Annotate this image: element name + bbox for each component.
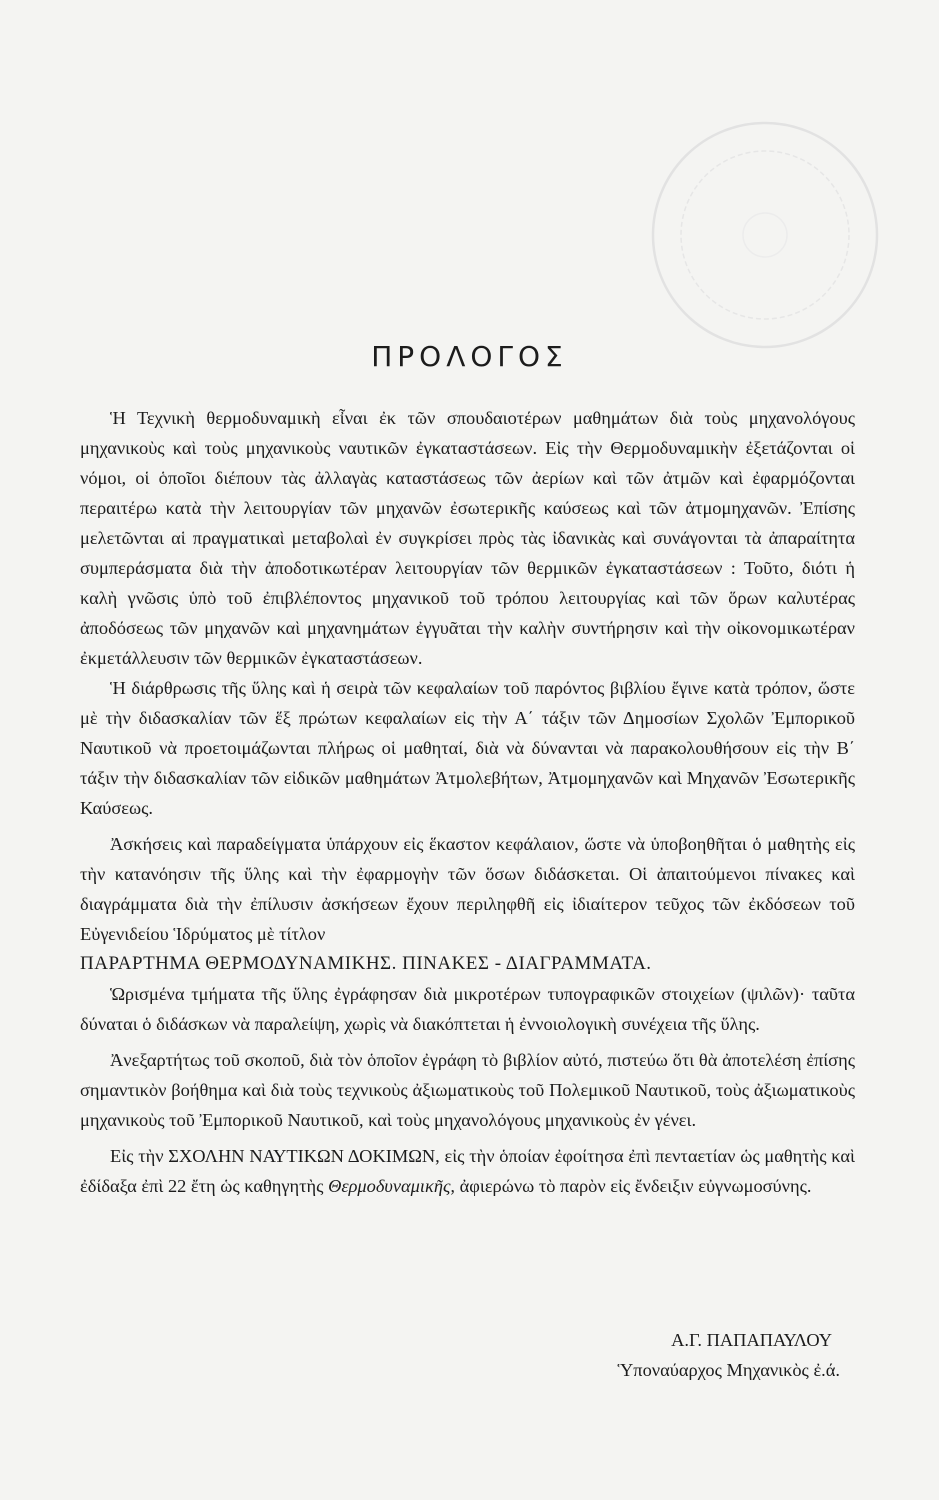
paragraph-1: Ἡ Τεχνικὴ θερμοδυναμικὴ εἶναι ἐκ τῶν σπουδαιοτέρων μαθημάτων διὰ τοὺς μηχανολόγους μηχανικοὺς καὶ τοὺς μηχανικοὺς ναυτικῶν ἐγκαταστάσεων. Εἰς τὴν Θερμοδυναμικὴν ἐξετάζονται οἱ νόμοι, οἱ ὁποῖοι διέπουν τὰς ἀλλαγὰς καταστάσεως τῶν ἀερίων καὶ τῶν ἀτμῶν καὶ ἐφαρμόζονται περαιτέρω κατὰ τὴν λειτουργίαν τῶν μηχανῶν ἐσωτερικῆς καύσεως καὶ τῶν ἀτμομηχανῶν. Ἐπίσης μελετῶνται αἱ πραγματικαὶ μεταβολαὶ ἐν συγκρίσει πρὸς τὰς ἰδανικὰς καὶ συνάγονται τὰ ἀπαραίτητα συμπεράσματα διὰ τὴν ἀποδοτικωτέραν λειτουργίαν τῶν θερμικῶν ἐγκαταστάσεων : Τοῦτο, διότι ἡ καλὴ γνῶσις ὑπὸ τοῦ ἐπιβλέποντος μηχανικοῦ τοῦ τρόπου λειτουργίας καὶ τῶν ὅρων καλυτέρας ἀποδόσεως τῶν μηχανῶν καὶ μηχανημάτων ἐγγυᾶται τὴν καλὴν συντήρησιν καὶ τὴν οἰκονομικωτέραν ἐκμετάλλευσιν τῶν θερμικῶν ἐγκαταστάσεων. [80, 408, 855, 668]
paragraph-6-start: Εἰς τὴν ΣΧΟΛΗΝ ΝΑΥΤΙΚΩΝ ΔΟΚΙΜΩΝ, εἰς τὴν ὁποίαν ἐφοίτησα ἐπὶ πενταετίαν ὡς μαθητὴς καὶ ἐδίδαξα ἐπὶ 22 ἔτη ὡς καθηγητὴς [80, 1146, 855, 1196]
paragraph-2: Ἡ διάρθρωσις τῆς ὕλης καὶ ἡ σειρὰ τῶν κεφαλαίων τοῦ παρόντος βιβλίου ἔγινε κατὰ τρόπον, ὥστε μὲ τὴν διδασκαλίαν τῶν ἕξ πρώτων κεφαλαίων εἰς τὴν Α΄ τάξιν τῶν Δημοσίων Σχολῶν Ἐμπορικοῦ Ναυτικοῦ νὰ προετοιμάζωνται πλήρως οἱ μαθηταί, διὰ νὰ δύνανται νὰ παρακολουθήσουν εἰς τὴν Β΄ τάξιν τὴν διδασκαλίαν τῶν εἰδικῶν μαθημάτων Ἀτμολεβήτων, Ἀτμομηχανῶν καὶ Μηχανῶν Ἐσωτερικῆς Καύσεως. [80, 678, 855, 818]
signature-block [440, 1325, 840, 1385]
appendix-title: ΠΑΡΑΡΤΗΜΑ ΘΕΡΜΟΔΥΝΑΜΙΚΗΣ. ΠΙΝΑΚΕΣ - ΔΙΑΓΡΑΜΜΑΤΑ. [80, 953, 652, 974]
page-title: ΠΡΟΛΟΓΟΣ [371, 340, 568, 373]
preface-body [80, 403, 855, 1201]
paragraph-6-end: ἀφιερώνω τὸ παρὸν εἰς ἔνδειξιν εὐγνωμοσύνης. [459, 1176, 812, 1196]
paragraph-3: Ἀσκήσεις καὶ παραδείγματα ὑπάρχουν εἰς ἕκαστον κεφάλαιον, ὥστε νὰ ὑποβοηθῆται ὁ μαθητὴς εἰς τὴν κατανόησιν τῆς ὕλης καὶ τὴν ἐφαρμογὴν τῶν ὅσων διδάσκεται. Οἱ ἀπαιτούμενοι πίνακες καὶ διαγράμματα διὰ τὴν ἐπίλυσιν ἀσκήσεων ἔχουν περιληφθῆ εἰς ἰδιαίτερον τεῦχος τῶν ἐκδόσεων τοῦ Εὐγενιδείου Ἱδρύματος μὲ τίτλον [80, 834, 855, 944]
paragraph-5: Ἀνεξαρτήτως τοῦ σκοποῦ, διὰ τὸν ὁποῖον ἐγράφη τὸ βιβλίον αὐτό, πιστεύω ὅτι θὰ ἀποτελέση ἐπίσης σημαντικὸν βοήθημα καὶ διὰ τοὺς τεχνικοὺς ἀξιωματικοὺς τοῦ Πολεμικοῦ Ναυτικοῦ, τοὺς ἀξιωματικοὺς μηχανικοὺς τοῦ Ἐμπορικοῦ Ναυτικοῦ, καὶ τοὺς μηχανολόγους μηχανικοὺς ἐν γένει. [80, 1050, 855, 1130]
author-rank: Ὑποναύαρχος Μηχανικὸς ἐ.ά. [617, 1360, 840, 1380]
paragraph-4: Ὡρισμένα τμήματα τῆς ὕλης ἐγράφησαν διὰ μικροτέρων τυπογραφικῶν στοιχείων (ψιλῶν)· ταῦτα δύναται ὁ διδάσκων νὰ παραλείψη, χωρὶς νὰ διακόπτεται ἡ ἐννοιολογικὴ συνέχεια τῆς ὕλης. [80, 984, 855, 1034]
paragraph-6-italic: Θερμοδυναμικῆς, [328, 1176, 456, 1196]
author-name: Α.Γ. ΠΑΠΑΠΑΥΛΟΥ [671, 1330, 832, 1350]
paragraph-6 [80, 1141, 855, 1201]
library-stamp-watermark [640, 110, 890, 360]
